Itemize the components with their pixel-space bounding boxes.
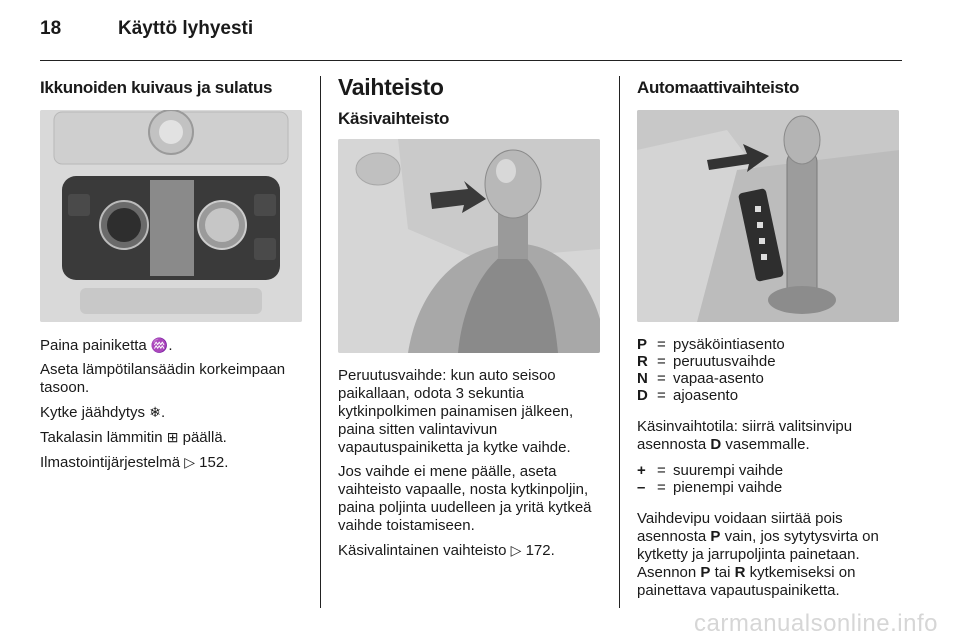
page-title: Käyttö lyhyesti: [118, 18, 254, 39]
defrost-instruction-1: Paina painiketta ♒.: [40, 337, 173, 354]
defrost-instruction-3: Kytke jäähdytys ❄.: [40, 404, 166, 421]
defrost-instruction-5: Ilmastointijärjestelmä ▷ 152.: [40, 454, 229, 471]
rear-defrost-icon: ⊞: [166, 429, 179, 445]
list-item: P = pysäköintiasento: [637, 336, 785, 353]
climate-control-image: [40, 110, 302, 322]
defrost-icon: ♒: [150, 337, 169, 353]
defrost-instruction-2: Aseta lämpötilansäädin korkeimpaan tasoon.: [40, 361, 286, 396]
section-heading-defrost: Ikkunoiden kuivaus ja sulatus: [40, 78, 273, 97]
page-ref-arrow-icon: ▷: [510, 542, 522, 558]
gear-position-list: [637, 336, 901, 404]
manual-reference: Käsivalintainen vaihteisto ▷ 172.: [338, 542, 555, 559]
snowflake-icon: ❄: [149, 404, 161, 420]
manual-mode-instruction: Käsinvaihtotila: siirrä valitsinvipu asennosta D vasemmalle.: [637, 418, 853, 453]
list-item: D = ajoasento: [637, 387, 739, 404]
manual-gear-retry-instruction: Jos vaihde ei mene päälle, aseta vaihteisto vapaalle, nosta kytkinpoljin, paina poljinta uudelleen ja yritä kytkeä vaihde toistamiseen.: [338, 463, 592, 534]
header-divider: [40, 60, 902, 61]
shift-direction-list: [637, 462, 901, 496]
minus-icon: –: [637, 479, 646, 496]
plus-icon: +: [637, 462, 646, 479]
subheading-manual: Käsivaihteisto: [338, 109, 450, 128]
list-item: + = suurempi vaihde: [637, 462, 784, 479]
manual-gear-lever-image: [338, 139, 600, 353]
page-ref-link[interactable]: 172.: [525, 542, 555, 559]
column-automatic: [637, 72, 901, 606]
list-item: R = peruutusvaihde: [637, 353, 776, 370]
defrost-instruction-4: Takalasin lämmitin ⊞ päällä.: [40, 429, 227, 446]
page-header: [40, 18, 253, 40]
list-item: N = vapaa-asento: [637, 370, 764, 387]
column-defrost: [40, 72, 302, 478]
watermark: carmanualsonline.info: [694, 610, 938, 637]
section-heading-automatic: Automaattivaihteisto: [637, 78, 800, 97]
park-release-instruction: Vaihdevipu voidaan siirtää pois asennosta P vain, jos sytytysvirta on kytketty ja jarrupoljinta painetaan. Asennon P tai R kytkemiseksi on painettava vapautuspainiketta.: [637, 510, 879, 599]
automatic-gear-lever-image: [637, 110, 899, 322]
column-divider-1: [320, 76, 321, 608]
column-transmission: [338, 72, 602, 566]
page-number: 18: [40, 18, 62, 39]
page-ref-arrow-icon: ▷: [184, 454, 195, 470]
page-ref-link[interactable]: 152.: [199, 454, 229, 471]
manual-reverse-instruction: Peruutusvaihde: kun auto seisoo paikallaan, odota 3 sekuntia kytkinpolkimen painamisen jälkeen, paina sitten valintavivun vapautuspainiketta ja kytke vaihde.: [338, 367, 574, 456]
section-heading-transmission: Vaihteisto: [338, 74, 444, 100]
list-item: – = pienempi vaihde: [637, 479, 783, 496]
column-divider-2: [619, 76, 620, 608]
